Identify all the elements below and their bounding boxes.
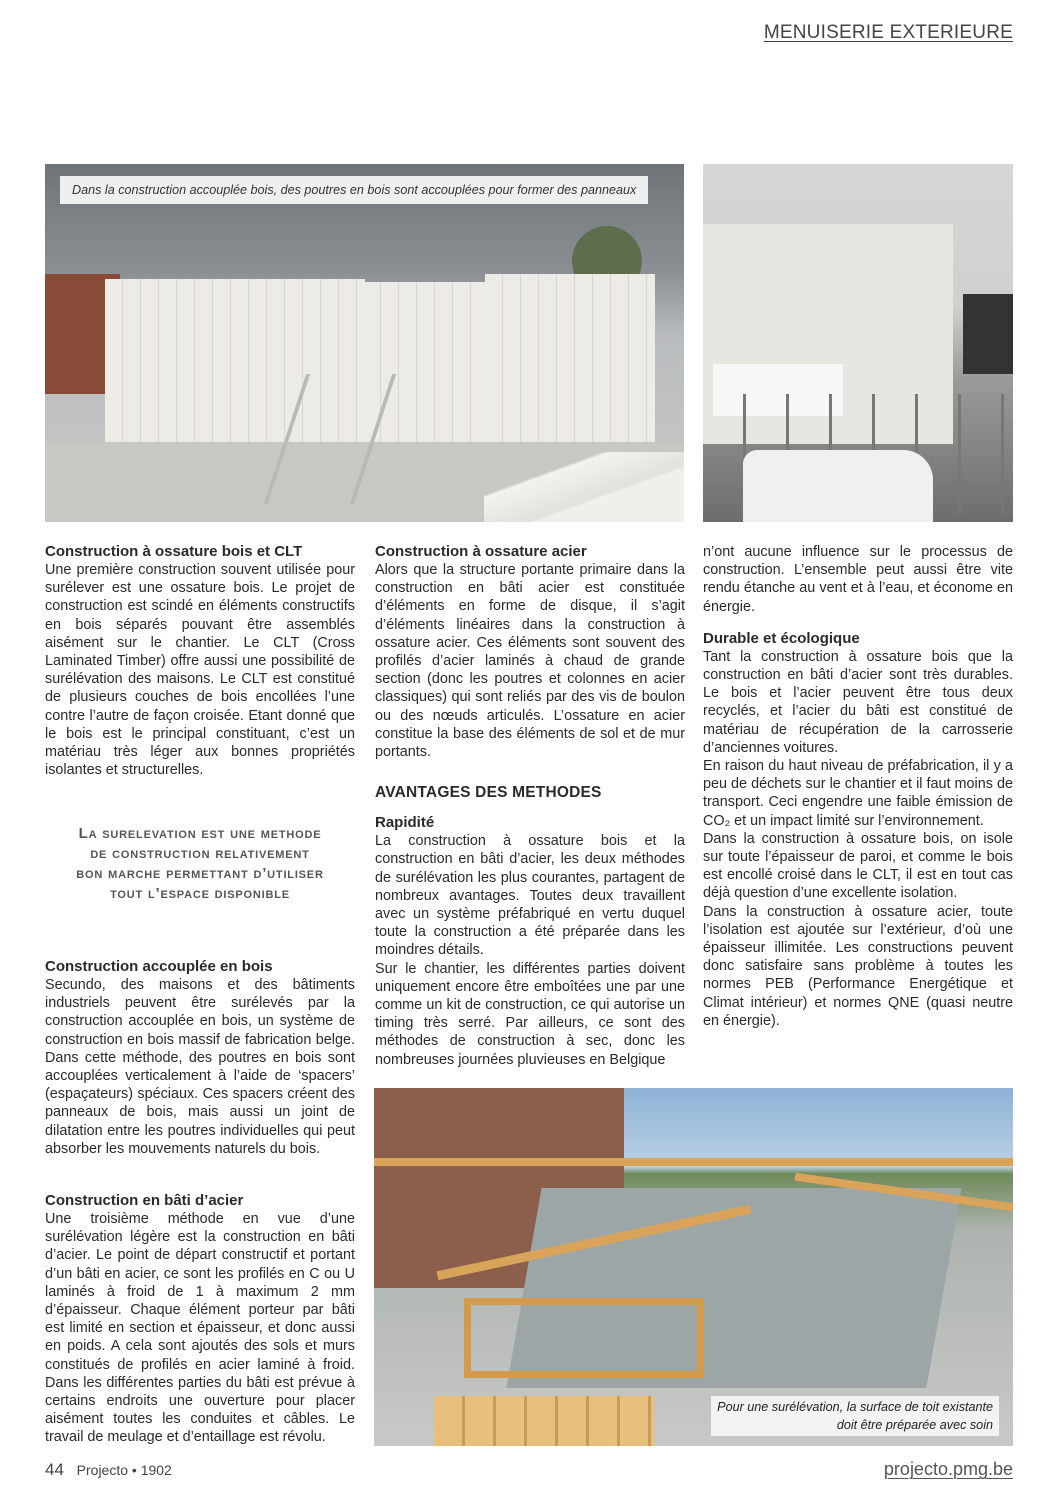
- paragraph: En raison du haut niveau de préfabrication, il y a peu de déchets sur le chantier et il faut moins de transport. Ceci engendre une faible émission de CO₂ et un impact limité sur l’environnement.: [703, 758, 1013, 829]
- lumber-stack: [434, 1396, 654, 1446]
- caption-line: doit être préparée avec soin: [836, 1418, 993, 1432]
- paragraph: Dans la construction à ossature bois, on isole sur toute l’épaisseur de paroi, et comme le bois est encollé croisé dans le CLT, il est en tout cas déjà question d’une excellente isolation.: [703, 830, 1013, 902]
- planks: [484, 452, 684, 522]
- subheading: Construction en bâti d’acier: [45, 1192, 244, 1209]
- paragraph: Tant la construction à ossature bois que la construction en bâti d’acier sont très durables. Le bois et l’acier peuvent être tous deux recyclés, et l’acier du bâti est constitué de matériau de récupération de la carrosserie d’anciennes voitures.: [703, 648, 1013, 756]
- photo-roof-preparation: [374, 1088, 1013, 1446]
- photo-construction-site: [703, 164, 1013, 522]
- subheading: Rapidité: [375, 814, 435, 832]
- column-3: [703, 543, 1013, 1030]
- pull-quote-line: tout l’espace disponible: [110, 885, 290, 902]
- paragraph: La construction à ossature bois et la construction en bâti d’acier, les deux méthodes de surélévation les plus courantes, partagent de nombreux avantages. Toutes deux travaillent avec un système préfabriqué en vertu duquel toute la construction a été préparée dans les moindres détails.: [375, 833, 685, 959]
- pull-quote-line: bon marche permettant d’utiliser: [76, 865, 324, 882]
- subheading: Construction à ossature bois et CLT: [45, 543, 303, 560]
- pull-quote-line: La surelevation est une methode: [78, 825, 322, 842]
- roof-element: [963, 294, 1013, 374]
- caption-line: Pour une surélévation, la surface de toit existante: [717, 1400, 993, 1414]
- section-title: AVANTAGES DES METHODES: [375, 784, 602, 801]
- timber-frame: [464, 1298, 704, 1378]
- column-2-top: [375, 543, 685, 761]
- magazine-issue: Projecto • 1902: [76, 1462, 172, 1478]
- paragraph: Sur le chantier, les différentes parties doivent uniquement encore être emboîtées une par une comme un kit de construction, ce qui autorise un timing très serré. Par ailleurs, ce sont des méthodes de construction à sec, donc les nombreuses journées pluvieuses en Belgique: [375, 960, 685, 1068]
- column-1-top: [45, 543, 355, 779]
- paragraph: Dans la construction à ossature acier, toute l’isolation est ajoutée sur l’extérieur, d’où une épaisseur illimitée. Les constructions peuvent donc satisfaire sans problème à toutes les normes PEB (Performance Energétique et Climat intérieur) et normes QNE (quasi neutre en énergie).: [703, 903, 1013, 1029]
- footer-left: [45, 1460, 172, 1480]
- paragraph: Une troisième méthode en vue d’une surélévation légère est la construction en bâti d’acier. Le point de départ constructif et portant d’un bâti en acier, ce sont les profilés en C ou U laminés à froid de 1 à maximum 2 mm d’épaisseur. Chaque élément porteur par bâti est limité en section et épaisseur, et donc aussi en poids. A cela sont ajoutés des sols et murs constitués de profilés en acier laminé à froid. Dans les différentes parties du bâti est prévue à certains endroits une ouverture pour placer aisément toutes les conduites et câbles. Le travail de meulage et d’entaillage est révolu.: [45, 1211, 355, 1446]
- paragraph: Secundo, des maisons et des bâtiments industriels peuvent être surélevés par la construction accouplée en bois, un système de construction en bois massif de fabrication belge. Dans cette méthode, des poutres en bois sont accouplées verticalement à l’aide de ‘spacers’ (espaçateurs) spéciaux. Ces spacers créent des panneaux de bois, mais aussi un joint de dilatation entre les poutres individuelles qui peut absorber les mouvements naturels du bois.: [45, 977, 355, 1157]
- subheading: Durable et écologique: [703, 629, 860, 647]
- timber-wall: [485, 274, 655, 464]
- truck: [743, 450, 933, 522]
- photo-caption-top: Dans la construction accouplée bois, des poutres en bois sont accouplées pour former des panneaux: [60, 176, 648, 204]
- column-2-bottom: [375, 784, 685, 1069]
- paragraph: n’ont aucune influence sur le processus de construction. L’ensemble peut aussi être vite rendu étanche au vent et à l’eau, et économe en énergie.: [703, 544, 1013, 615]
- page-number: 44: [45, 1460, 64, 1479]
- photo-timber-panels: [45, 164, 684, 522]
- pull-quote-line: de construction relativement: [90, 845, 310, 862]
- paragraph: Alors que la structure portante primaire dans la construction en bâti acier est constituée d’éléments en forme de disque, il s’agit d’éléments linéaires dans la construction à ossature acier. Ces éléments sont souvent des profilés d’acier laminés à chaud de grande section (donc les poutres et colonnes en acier classiques) qui sont reliés par des vis de boulon ou des nœuds articulés. L’ossature en acier constitue la base des éléments de sol et de mur portants.: [375, 562, 685, 761]
- photo-caption-bottom: [711, 1396, 999, 1436]
- subheading: Construction à ossature acier: [375, 543, 587, 560]
- section-header: MENUISERIE EXTERIEURE: [763, 22, 1013, 43]
- pull-quote: [45, 824, 355, 904]
- timber-beam: [374, 1158, 1013, 1166]
- column-1-middle: [45, 958, 355, 1158]
- subheading: Construction accouplée en bois: [45, 958, 273, 975]
- column-1-bottom: [45, 1192, 355, 1447]
- website-link[interactable]: projecto.pmg.be: [883, 1459, 1013, 1479]
- paragraph: Une première construction souvent utilisée pour surélever est une ossature bois. Le projet de construction est scindé en éléments constructifs en bois séparés pouvant être assemblés aisément sur le chantier. Le CLT (Cross Laminated Timber) offre aussi une possibilité de surélévation des maisons. Le CLT est constitué de plusieurs couches de bois encollées l’une contre l’autre de façon croisée. Etant donné que le bois est le principal constituant, c’est un matériau très léger aux bonnes propriétés isolantes et structurelles.: [45, 562, 355, 779]
